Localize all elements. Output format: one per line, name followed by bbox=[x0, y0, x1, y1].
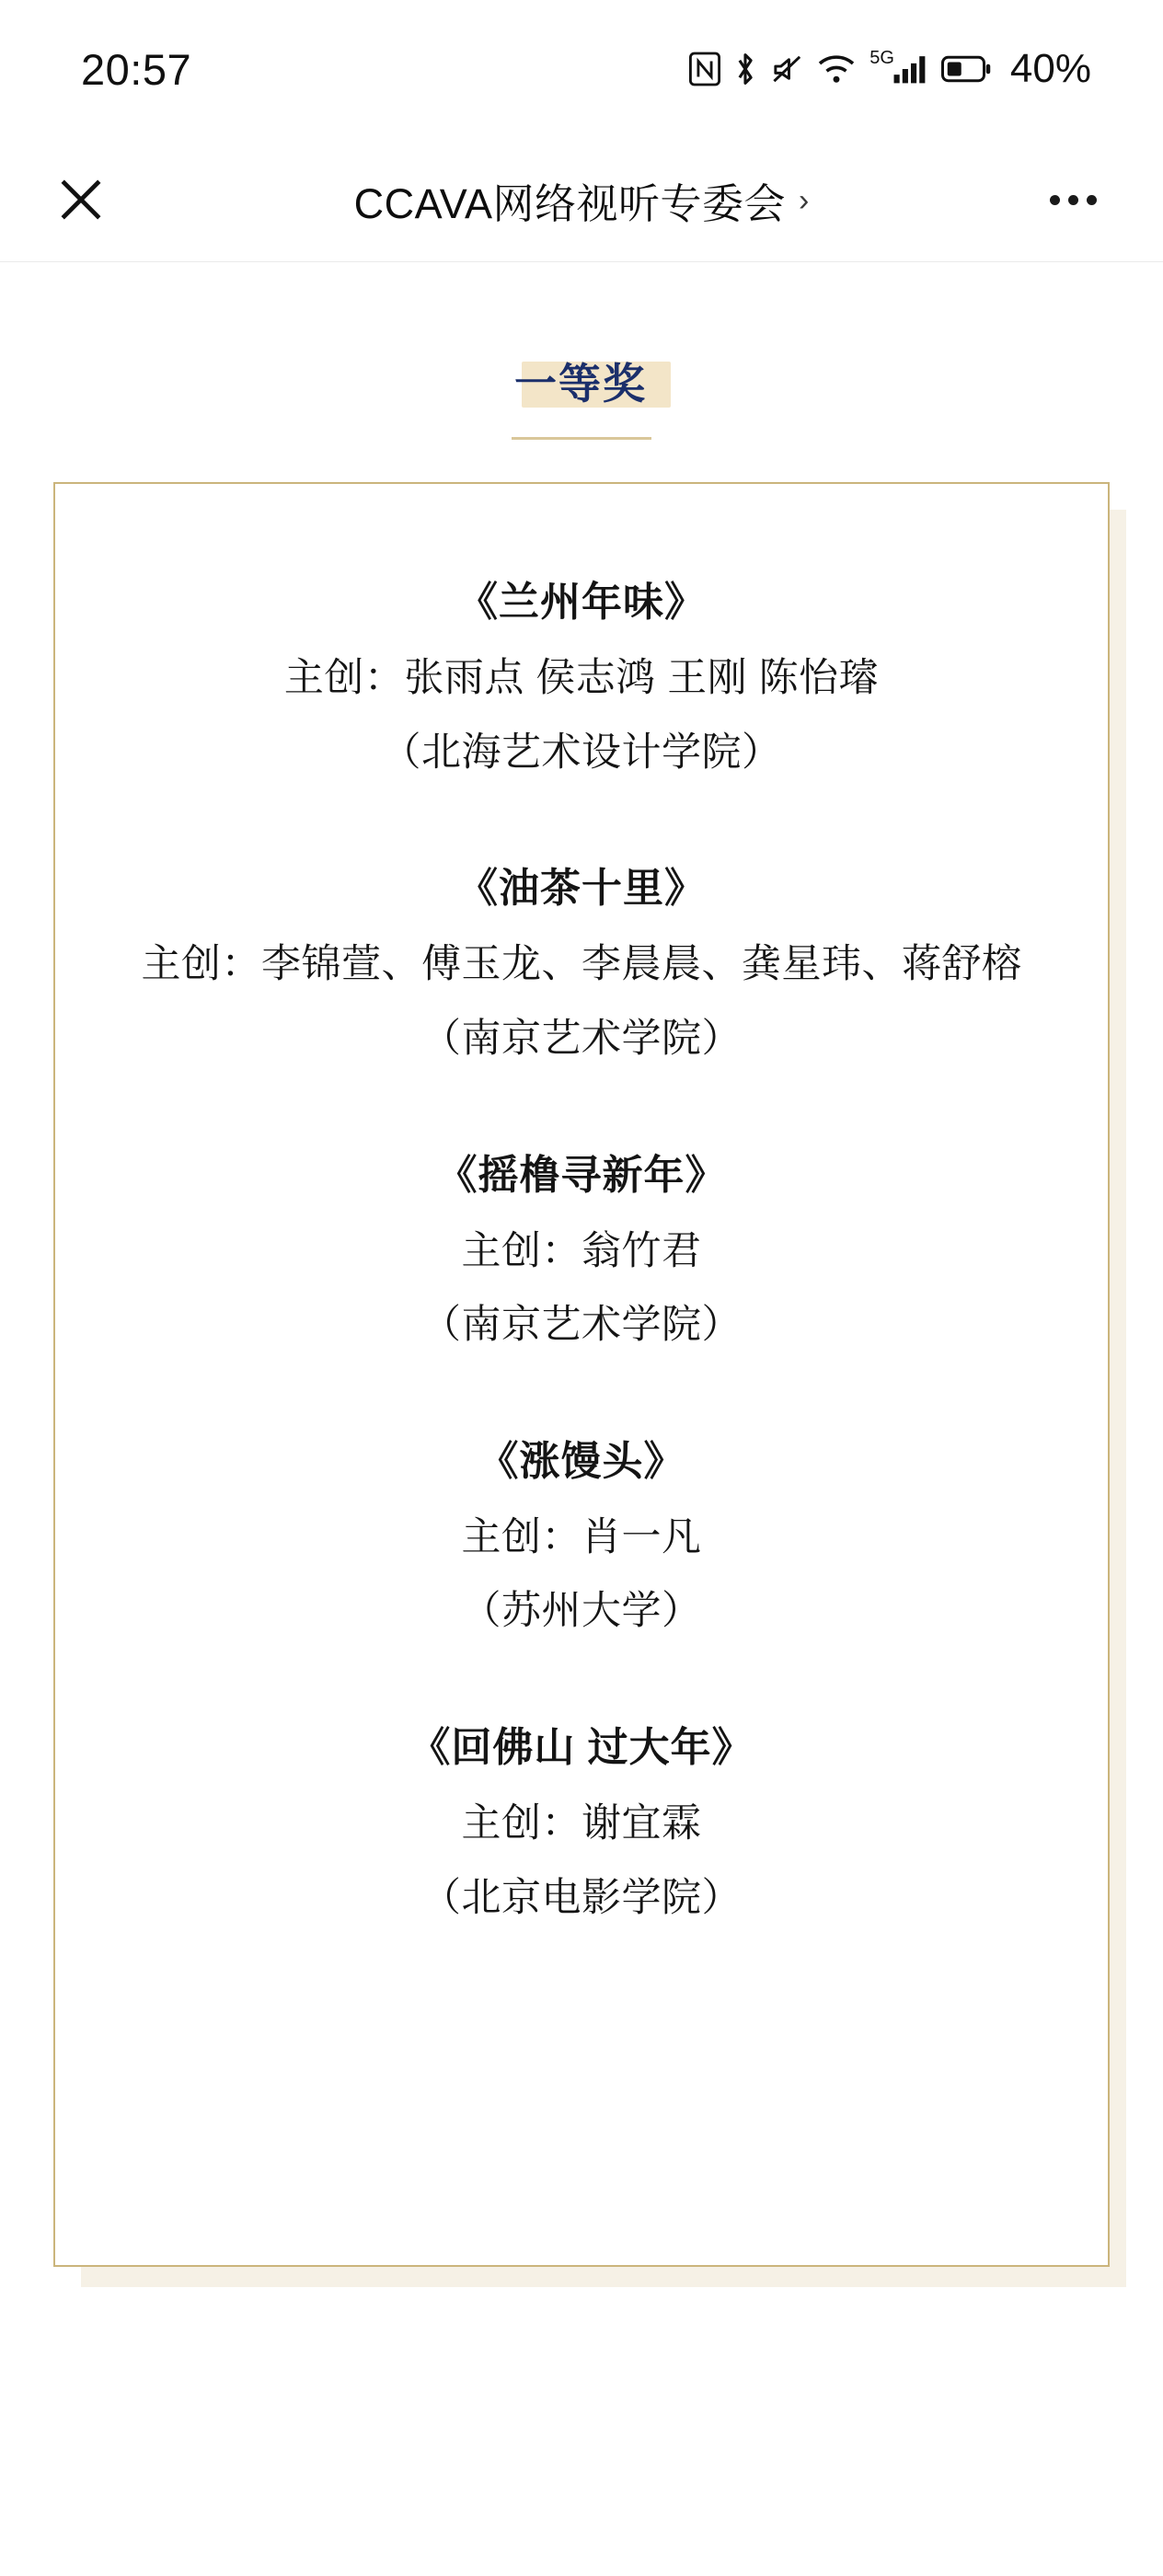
network-type-label: 5G bbox=[869, 48, 894, 68]
award-card-wrap bbox=[53, 482, 1110, 2267]
award-title: 一等奖 bbox=[514, 360, 647, 408]
list-item bbox=[85, 572, 1078, 783]
more-options-icon[interactable] bbox=[1050, 195, 1097, 205]
entry-school: （南京艺术学院） bbox=[421, 1303, 742, 1348]
entry-title: 《油茶十里》 bbox=[457, 866, 706, 912]
entry-credit: 主创：翁竹君 bbox=[461, 1228, 702, 1273]
status-bar bbox=[0, 0, 1163, 138]
mute-icon bbox=[770, 52, 805, 86]
nav-bar bbox=[0, 138, 1163, 262]
entry-title: 《涨馒头》 bbox=[478, 1438, 685, 1484]
more-dot-3 bbox=[1087, 195, 1097, 205]
main-content bbox=[0, 262, 1163, 2267]
nav-title-group bbox=[0, 170, 1163, 230]
bluetooth-icon bbox=[732, 51, 758, 87]
award-heading-wrap bbox=[0, 343, 1163, 424]
entry-credit: 主创：肖一凡 bbox=[461, 1514, 702, 1559]
list-item bbox=[85, 1718, 1078, 1928]
entry-school: （北海艺术设计学院） bbox=[381, 730, 782, 775]
battery-percent: 40% bbox=[1009, 46, 1091, 91]
entry-title: 《兰州年味》 bbox=[457, 580, 706, 625]
nfc-icon bbox=[689, 52, 720, 86]
chevron-right-icon[interactable]: › bbox=[799, 182, 810, 218]
close-icon[interactable] bbox=[48, 167, 114, 233]
list-item bbox=[85, 1145, 1078, 1356]
entry-credit: 主创：张雨点 侯志鸿 王刚 陈怡璿 bbox=[283, 656, 880, 700]
entry-title: 《摇橹寻新年》 bbox=[436, 1152, 727, 1198]
more-dot-2 bbox=[1068, 195, 1078, 205]
page-title: CCAVA网络视听专委会 bbox=[353, 179, 787, 227]
battery-icon bbox=[941, 54, 991, 84]
entry-school: （南京艺术学院） bbox=[421, 1016, 742, 1061]
entry-title: 《回佛山 过大年》 bbox=[409, 1725, 754, 1771]
list-item bbox=[85, 1432, 1078, 1642]
list-item bbox=[85, 858, 1078, 1069]
heading-divider bbox=[512, 437, 651, 440]
more-dot-1 bbox=[1050, 195, 1060, 205]
status-time: 20:57 bbox=[81, 44, 192, 94]
entry-credit: 主创：谢宜霖 bbox=[461, 1801, 702, 1846]
award-card bbox=[53, 482, 1110, 2267]
signal-icon bbox=[868, 48, 929, 85]
entry-school: （苏州大学） bbox=[461, 1589, 702, 1634]
entry-credit: 主创：李锦萱、傅玉龙、李晨晨、龚星玮、蒋舒榕 bbox=[141, 942, 1022, 987]
entry-school: （北京电影学院） bbox=[421, 1875, 742, 1920]
status-icons bbox=[689, 46, 1091, 92]
award-heading bbox=[492, 343, 671, 424]
wifi-icon bbox=[817, 53, 856, 85]
